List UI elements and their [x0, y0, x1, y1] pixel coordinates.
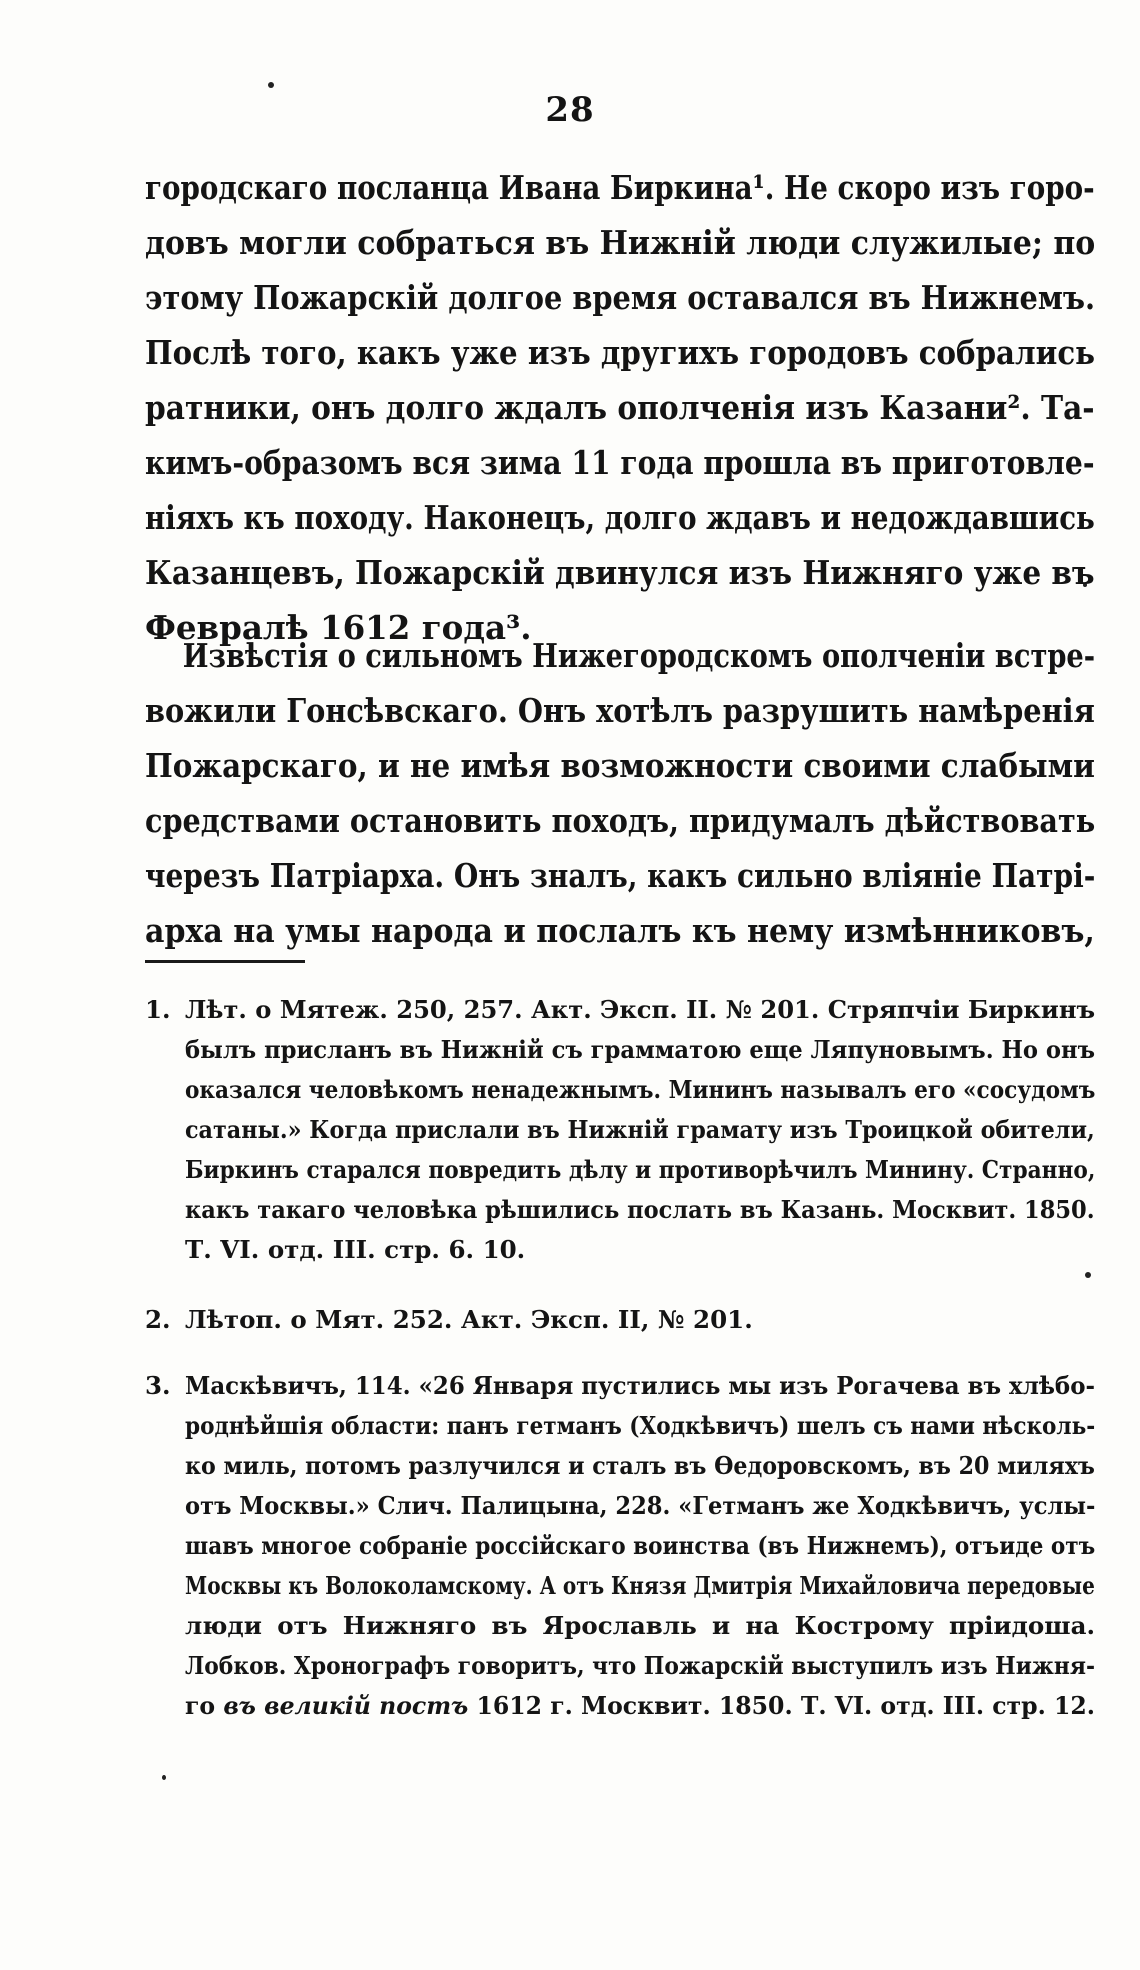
text-line: Февралѣ 1612 года³.: [145, 608, 532, 647]
footnote-line: Биркинъ старался повредить дѣлу и противорѣчилъ Минину. Странно,: [185, 1155, 1096, 1184]
footnote-3: [145, 1366, 1095, 1726]
paragraph-2: [145, 628, 1095, 958]
footnote-line-final: [185, 1686, 1095, 1726]
footnote-line: Маскѣвичъ, 114. «26 Января пустились мы изъ Рогачева въ хлѣбо-: [185, 1371, 1095, 1400]
footnote-line: Лобков. Хронографъ говоритъ, что Пожарскій выступилъ изъ Нижня-: [185, 1651, 1095, 1680]
text-line: черезъ Патріарха. Онъ зналъ, какъ сильно вліяніе Патрі-: [145, 856, 1096, 895]
text-line: этому Пожарскій долгое время оставался въ Нижнемъ.: [145, 278, 1096, 317]
footnote-line: Лѣт. о Мятеж. 250, 257. Акт. Эксп. II. № 201. Стряпчіи Биркинъ: [185, 995, 1096, 1024]
text-line: Послѣ того, какъ уже изъ другихъ городовъ собрались: [145, 333, 1096, 372]
text-line: городскаго посланца Ивана Биркина¹. Не скоро изъ горо-: [145, 168, 1095, 207]
footnote-line: роднѣйшія области: панъ гетманъ (Ходкѣвичъ) шелъ съ нами нѣсколь-: [185, 1411, 1096, 1440]
text-line: ратники, онъ долго ждалъ ополченія изъ Казани². Та-: [145, 388, 1095, 427]
footnote-text: го: [185, 1691, 216, 1720]
footnote-line: сатаны.» Когда прислали въ Нижній грамату изъ Троицкой обители,: [185, 1115, 1095, 1144]
text-line: кимъ-образомъ вся зима 11 года прошла въ приготовле-: [145, 443, 1095, 482]
footnote-line: ко миль, потомъ разлучился и сталъ въ Ѳедоровскомъ, въ 20 миляхъ: [185, 1451, 1095, 1480]
footnote-line: шавъ многое собраніе россійскаго воинства (въ Нижнемъ), отъиде отъ: [185, 1531, 1096, 1560]
footnote-line: какъ такаго человѣка рѣшились послать въ Казань. Москвит. 1850.: [185, 1195, 1095, 1224]
text-line: довъ могли собраться въ Нижній люди служилые; по: [145, 223, 1096, 262]
text-line: арха на умы народа и послалъ къ нему измѣнниковъ,: [145, 911, 1095, 950]
footnote-line: отъ Москвы.» Слич. Палицына, 228. «Гетманъ же Ходкѣвичъ, услы-: [185, 1491, 1096, 1520]
footnote-text: 1612 г. Москвит. 1850. Т. VI. отд. III. стр. 12.: [476, 1691, 1095, 1720]
footnote-number: 2.: [145, 1305, 171, 1334]
footnote-line: Москвы къ Волоколамскому. А отъ Князя Дмитрія Михайловича передовые: [185, 1571, 1095, 1600]
footnote-1: [145, 990, 1095, 1270]
ink-speck: [1085, 1272, 1091, 1278]
footnote-line: Т. VI. отд. III. стр. 6. 10.: [185, 1235, 526, 1264]
footnote-line: Лѣтоп. о Мят. 252. Акт. Эксп. II, № 201.: [185, 1305, 753, 1334]
footnote-2: [145, 1300, 1095, 1340]
ink-speck: [162, 1775, 166, 1780]
paragraph-1: [145, 160, 1095, 655]
text-line: Казанцевъ, Пожарскій двинулся изъ Нижняго уже въ: [145, 553, 1095, 592]
text-line: Извѣстія о сильномъ Нижегородскомъ ополченіи встре-: [182, 636, 1096, 675]
footnote-line: былъ присланъ въ Нижній съ грамматою еще Ляпуновымъ. Но онъ: [185, 1035, 1095, 1064]
footnote-separator-rule: [145, 960, 305, 963]
text-line: вожили Гонсѣвскаго. Онъ хотѣлъ разрушить намѣренія: [145, 691, 1095, 730]
footnote-number: 3.: [145, 1371, 171, 1400]
text-line: средствами остановить походъ, придумалъ дѣйствовать: [145, 801, 1096, 840]
footnote-number: 1.: [145, 995, 171, 1024]
text-line: ніяхъ къ походу. Наконецъ, долго ждавъ и недождавшись: [145, 498, 1095, 537]
footnote-line: люди отъ Нижняго въ Ярославль и на Кострому пріидоша.: [185, 1611, 1095, 1640]
footnote-italic-text: въ великій постъ: [223, 1691, 469, 1720]
page-number: 28: [545, 90, 595, 130]
text-line: Пожарскаго, и не имѣя возможности своими слабыми: [145, 746, 1095, 785]
footnote-line: оказался человѣкомъ ненадежнымъ. Мининъ называлъ его «сосудомъ: [185, 1075, 1096, 1104]
ink-speck: [268, 82, 274, 88]
